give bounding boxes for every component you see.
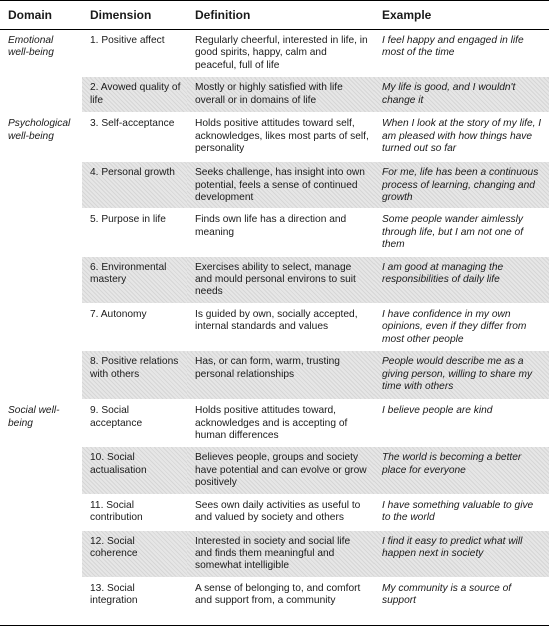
header-example: Example [374, 1, 549, 30]
example-cell: My life is good, and I wouldn't change it [374, 77, 549, 113]
definition-cell: Is guided by own, socially accepted, internal standards and values [187, 303, 374, 350]
dimension-cell: 2. Avowed quality of life [82, 77, 187, 113]
table-header [0, 1, 549, 30]
domain-cell [0, 577, 82, 625]
domain-cell: Psychological well-being [0, 113, 82, 162]
table-body [0, 30, 549, 626]
definition-cell: Mostly or highly satisfied with life overall or in domains of life [187, 77, 374, 113]
dimension-cell: 3. Self-acceptance [82, 113, 187, 162]
dimension-cell: 4. Personal growth [82, 162, 187, 209]
table-row [0, 447, 549, 494]
example-cell: I have something valuable to give to the world [374, 494, 549, 530]
table-row [0, 400, 549, 447]
header-row [0, 1, 549, 30]
example-cell: The world is becoming a better place for everyone [374, 447, 549, 494]
example-cell: Some people wander aimlessly through life, but I am not one of them [374, 209, 549, 256]
table-row [0, 162, 549, 209]
dimension-cell: 1. Positive affect [82, 30, 187, 77]
definition-cell: Has, or can form, warm, trusting personal relationships [187, 351, 374, 400]
table-row [0, 209, 549, 256]
dimension-cell: 5. Purpose in life [82, 209, 187, 256]
domain-cell [0, 77, 82, 113]
example-cell: I have confidence in my own opinions, even if they differ from most other people [374, 303, 549, 350]
table-row [0, 77, 549, 113]
dimension-cell: 9. Social acceptance [82, 400, 187, 447]
header-definition: Definition [187, 1, 374, 30]
definition-cell: Sees own daily activities as useful to and valued by society and others [187, 494, 374, 530]
domain-cell [0, 351, 82, 400]
domain-cell [0, 209, 82, 256]
header-dimension: Dimension [82, 1, 187, 30]
table-row [0, 303, 549, 350]
definition-cell: Holds positive attitudes toward self, acknowledges, likes most parts of self, personality [187, 113, 374, 162]
dimension-cell: 8. Positive relations with others [82, 351, 187, 400]
example-cell: My community is a source of support [374, 577, 549, 625]
table-row [0, 577, 549, 625]
definition-cell: Believes people, groups and society have potential and can evolve or grow positively [187, 447, 374, 494]
domain-cell [0, 256, 82, 303]
dimension-cell: 12. Social coherence [82, 530, 187, 577]
definition-cell: Interested in society and social life and finds them meaningful and somewhat intelligible [187, 530, 374, 577]
table-row [0, 30, 549, 77]
table-row [0, 113, 549, 162]
table-row [0, 256, 549, 303]
example-cell: For me, life has been a continuous process of learning, changing and growth [374, 162, 549, 209]
dimension-cell: 6. Environmental mastery [82, 256, 187, 303]
dimension-cell: 7. Autonomy [82, 303, 187, 350]
definition-cell: Regularly cheerful, interested in life, in good spirits, happy, calm and peaceful, full of life [187, 30, 374, 77]
dimension-cell: 10. Social actualisation [82, 447, 187, 494]
definition-cell: Finds own life has a direction and meaning [187, 209, 374, 256]
domain-cell: Emotional well-being [0, 30, 82, 77]
definition-cell: Exercises ability to select, manage and mould personal environs to suit needs [187, 256, 374, 303]
definition-cell: Holds positive attitudes toward, acknowledges and is accepting of human differences [187, 400, 374, 447]
example-cell: People would describe me as a giving person, willing to share my time with others [374, 351, 549, 400]
header-domain: Domain [0, 1, 82, 30]
domain-cell [0, 303, 82, 350]
domain-cell: Social well-being [0, 400, 82, 447]
domain-cell [0, 447, 82, 494]
example-cell: When I look at the story of my life, I am pleased with how things have turned out so far [374, 113, 549, 162]
example-cell: I feel happy and engaged in life most of the time [374, 30, 549, 77]
table-row [0, 530, 549, 577]
example-cell: I believe people are kind [374, 400, 549, 447]
domain-cell [0, 530, 82, 577]
table-row [0, 494, 549, 530]
example-cell: I find it easy to predict what will happen next in society [374, 530, 549, 577]
definition-cell: A sense of belonging to, and comfort and support from, a community [187, 577, 374, 625]
dimension-cell: 11. Social contribution [82, 494, 187, 530]
domain-cell [0, 162, 82, 209]
example-cell: I am good at managing the responsibilities of daily life [374, 256, 549, 303]
definition-cell: Seeks challenge, has insight into own potential, feels a sense of continued development [187, 162, 374, 209]
dimension-cell: 13. Social integration [82, 577, 187, 625]
domain-cell [0, 494, 82, 530]
table-row [0, 351, 549, 400]
